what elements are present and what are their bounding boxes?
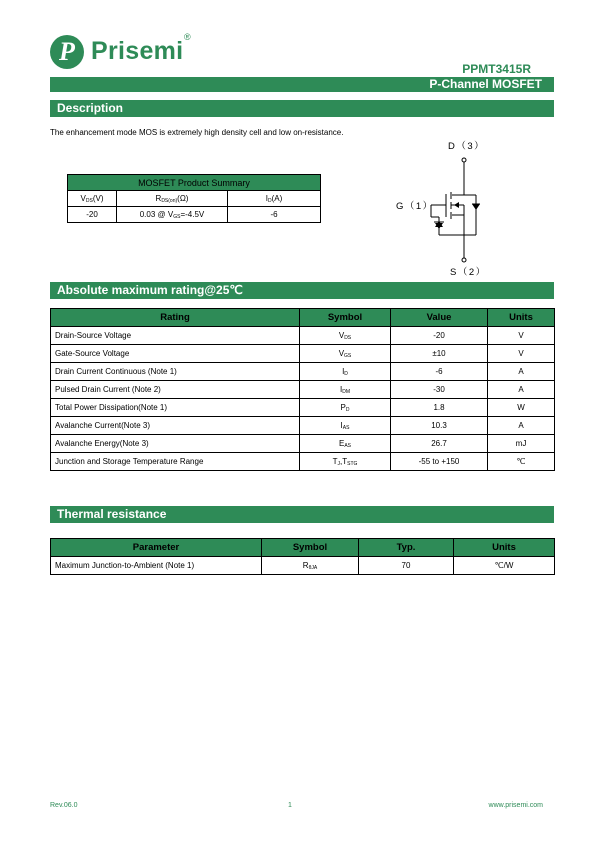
abs-header-units: Units [488, 309, 555, 327]
symbol-cell: $P_D$ [300, 399, 391, 417]
table-row [51, 557, 555, 575]
symbol-cell: $T_J,T_{STG}$ [300, 453, 391, 471]
abs-header-rating: Rating [51, 309, 300, 327]
table-row [51, 345, 555, 363]
unit-cell: ℃/W [454, 557, 555, 575]
unit-cell: mJ [488, 435, 555, 453]
rating-cell: Avalanche Energy(Note 3) [51, 435, 300, 453]
body-diode-icon [472, 204, 480, 210]
pin-drain-label: D（3） [448, 141, 486, 152]
product-summary-table [67, 174, 321, 223]
summary-rds-value: 0.03 @ $V_{GS}=-4.5V$ [117, 207, 228, 223]
value-cell: -55 to +150 [391, 453, 488, 471]
table-row [51, 417, 555, 435]
abs-header-value: Value [391, 309, 488, 327]
unit-cell: W [488, 399, 555, 417]
thermal-header-typ: Typ. [359, 539, 454, 557]
unit-cell: V [488, 327, 555, 345]
symbol-cell: $R_{\theta JA}$ [262, 557, 359, 575]
value-cell: -30 [391, 381, 488, 399]
value-cell: -20 [391, 327, 488, 345]
table-row [51, 435, 555, 453]
symbol-cell: $I_{AS}$ [300, 417, 391, 435]
unit-cell: A [488, 417, 555, 435]
section-description-title: Description [50, 100, 554, 117]
rating-cell: Junction and Storage Temperature Range [51, 453, 300, 471]
abs-max-table [50, 308, 555, 471]
thermal-header-symbol: Symbol [262, 539, 359, 557]
value-cell: 10.3 [391, 417, 488, 435]
footer-revision: Rev.06.0 [50, 802, 78, 809]
pin-source-label: S（2） [450, 267, 487, 278]
table-row [51, 363, 555, 381]
footer-page-number: 1 [288, 802, 292, 809]
symbol-cell: $V_{GS}$ [300, 345, 391, 363]
unit-cell: V [488, 345, 555, 363]
brand-logo-mark: P [59, 37, 75, 66]
symbol-cell: $E_{AS}$ [300, 435, 391, 453]
summary-vds-value: -20 [68, 207, 117, 223]
table-row [51, 327, 555, 345]
value-cell: -6 [391, 363, 488, 381]
value-cell: ±10 [391, 345, 488, 363]
symbol-cell: $V_{DS}$ [300, 327, 391, 345]
footer-website-link[interactable]: www.prisemi.com [488, 802, 543, 809]
parameter-cell: Maximum Junction-to-Ambient (Note 1) [51, 557, 262, 575]
rating-cell: Avalanche Current(Note 3) [51, 417, 300, 435]
section-abs-max-title: Absolute maximum rating@25℃ [50, 282, 554, 299]
summary-id-value: -6 [228, 207, 321, 223]
unit-cell: A [488, 381, 555, 399]
part-number: PPMT3415R [462, 62, 531, 76]
mosfet-symbol-diagram [390, 135, 520, 280]
abs-header-symbol: Symbol [300, 309, 391, 327]
value-cell: 26.7 [391, 435, 488, 453]
value-cell: 70 [359, 557, 454, 575]
registered-mark: ® [184, 32, 191, 42]
rating-cell: Pulsed Drain Current (Note 2) [51, 381, 300, 399]
device-subtitle: P-Channel MOSFET [429, 77, 542, 91]
pin-gate-label: G（1） [396, 201, 434, 212]
thermal-table [50, 538, 555, 575]
summary-header-rds: $R_{DS(on)}(\Omega)$ [117, 191, 228, 207]
unit-cell: A [488, 363, 555, 381]
value-cell: 1.8 [391, 399, 488, 417]
channel-arrow-icon [454, 202, 459, 208]
summary-title: MOSFET Product Summary [68, 175, 321, 191]
table-row [51, 399, 555, 417]
brand-name: Prisemi [91, 37, 184, 65]
thermal-header-units: Units [454, 539, 555, 557]
description-text: The enhancement mode MOS is extremely high density cell and low on-resistance. [50, 128, 344, 137]
thermal-header-parameter: Parameter [51, 539, 262, 557]
section-thermal-title: Thermal resistance [50, 506, 554, 523]
rating-cell: Total Power Dissipation(Note 1) [51, 399, 300, 417]
rating-cell: Drain-Source Voltage [51, 327, 300, 345]
summary-header-vds: $V_{DS}(V)$ [68, 191, 117, 207]
mosfet-schematic [431, 158, 480, 262]
symbol-cell: $I_D$ [300, 363, 391, 381]
table-row [51, 381, 555, 399]
unit-cell: ℃ [488, 453, 555, 471]
symbol-cell: $I_{DM}$ [300, 381, 391, 399]
summary-header-id: $I_D(A)$ [228, 191, 321, 207]
rating-cell: Drain Current Continuous (Note 1) [51, 363, 300, 381]
table-row [51, 453, 555, 471]
rating-cell: Gate-Source Voltage [51, 345, 300, 363]
